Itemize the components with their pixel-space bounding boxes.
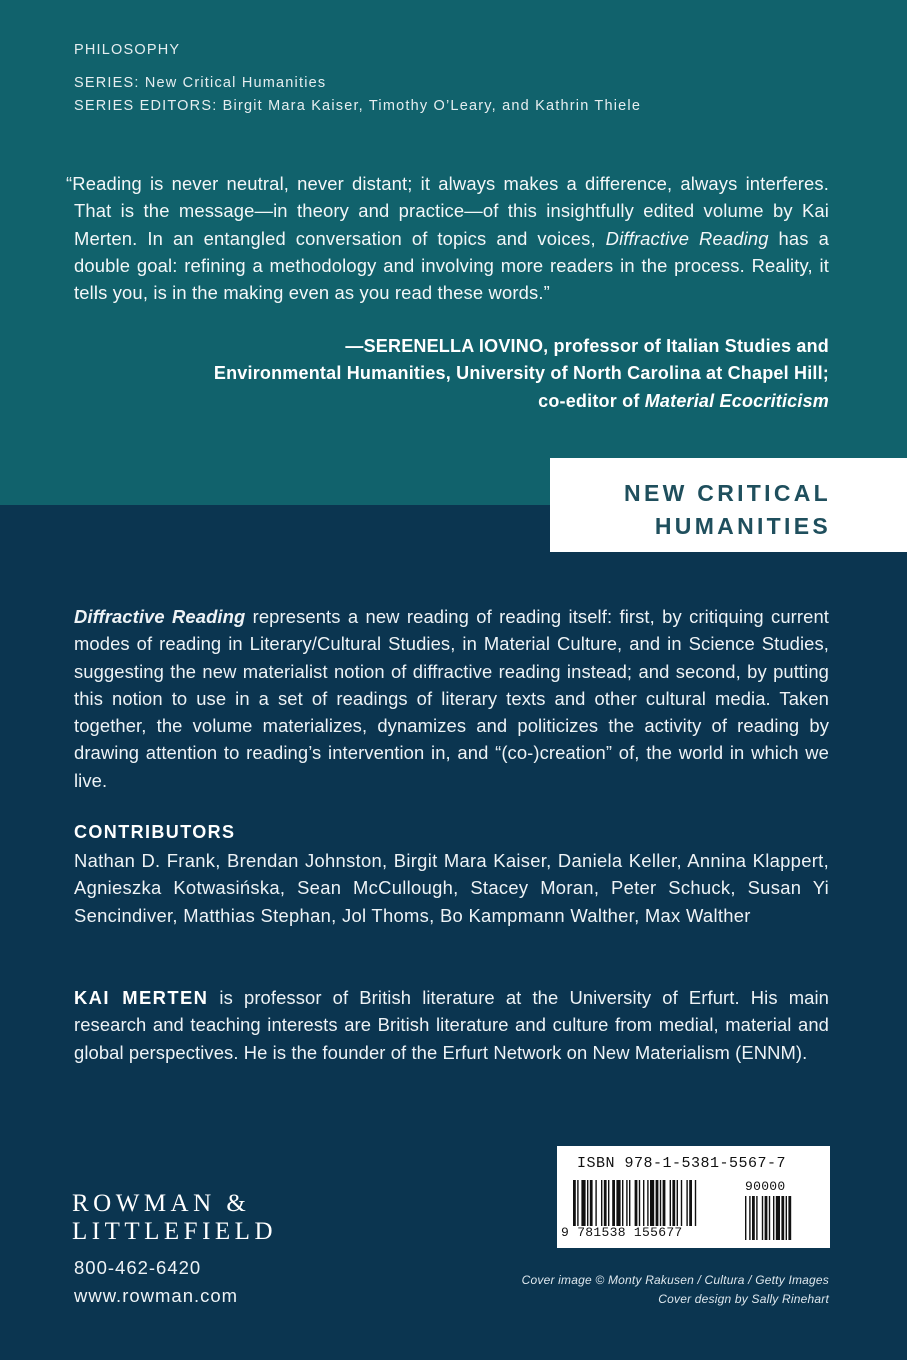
series-line: SERIES: New Critical Humanities [74, 75, 327, 91]
quote-text-2: has a double goal: refining a methodology and involving more readers in the process. Reality, it tells you, is in the making even as you read these words.” [74, 227, 829, 304]
publisher-logo-line2: LITTLEFIELD [72, 1218, 278, 1245]
series-name-line2: HUMANITIES [654, 513, 831, 539]
series-name-box [550, 458, 907, 552]
quote-book-title: Diffractive Reading [605, 227, 769, 249]
isbn-label: ISBN 978-1-5381-5567-7 [577, 1155, 787, 1172]
barcode-digits: 9 781538 155677 [561, 1225, 683, 1240]
book-description [74, 603, 829, 794]
cover-design-credit: Cover design by Sally Rinehart [658, 1292, 829, 1306]
author-bio-text: is professor of British literature at the University of Erfurt. His main research and teaching interests are British literature and culture from medial, material and global perspectives. He is the founder of the Erfurt Network on New Materialism (ENNM). [74, 987, 829, 1063]
contributors-list: Nathan D. Frank, Brendan Johnston, Birgit Mara Kaiser, Daniela Keller, Annina Klappert, Agnieszka Kotwasińska, Sean McCullough, Stacey Moran, Peter Schuck, Susan Yi Sencindiver, Matthias Stephan, Jol Thoms, Bo Kampmann Walther, Max Walther [74, 850, 829, 926]
series-editors-line: SERIES EDITORS: Birgit Mara Kaiser, Timothy O’Leary, and Kathrin Thiele [74, 98, 642, 114]
category-label: PHILOSOPHY [74, 42, 181, 58]
author-bio [74, 984, 829, 1066]
description-text: represents a new reading of reading itself: first, by critiquing current modes of reading in Literary/Cultural Studies, in Material Culture, and in Science Studies, suggesting the new materialist notion of diffractive reading instead; and second, by putting this notion to use in a set of readings of literary texts and other cultural media. Taken together, the volume materializes, dynamizes and politicizes the activity of reading by drawing attention to reading’s intervention in, and “(co-)creation” of, the world in which we live. [74, 606, 829, 791]
attribution-prefix: co-editor of [538, 390, 645, 411]
attribution-book-title: Material Ecocriticism [644, 390, 829, 411]
description-book-title: Diffractive Reading [74, 606, 246, 627]
publisher-website: www.rowman.com [74, 1285, 239, 1306]
author-name: KAI MERTEN [74, 987, 209, 1008]
contributors-heading: CONTRIBUTORS [74, 822, 236, 842]
barcode-addon-digits: 90000 [745, 1179, 786, 1194]
cover-image-credit: Cover image © Monty Rakusen / Cultura / Getty Images [521, 1273, 829, 1287]
publisher-logo-line1: ROWMAN & [72, 1190, 251, 1217]
attribution-line: Environmental Humanities, University of North Carolina at Chapel Hill; [213, 363, 829, 384]
attribution-line: —SERENELLA IOVINO, professor of Italian Studies and [345, 336, 829, 356]
publisher-phone: 800-462-6420 [74, 1257, 202, 1278]
barcode-box [557, 1146, 830, 1248]
endorsement-attribution [74, 333, 829, 415]
attribution-line [74, 388, 829, 415]
quote-text-1: “Reading is never neutral, never distant; it always makes a difference, always interferes. That is the message—in theory and practice—of this insightfully edited volume by Kai Merten. In an entangled conversation of topics and voices, [66, 173, 829, 249]
series-name-line1: NEW CRITICAL [624, 480, 831, 506]
endorsement-quote [66, 170, 829, 306]
